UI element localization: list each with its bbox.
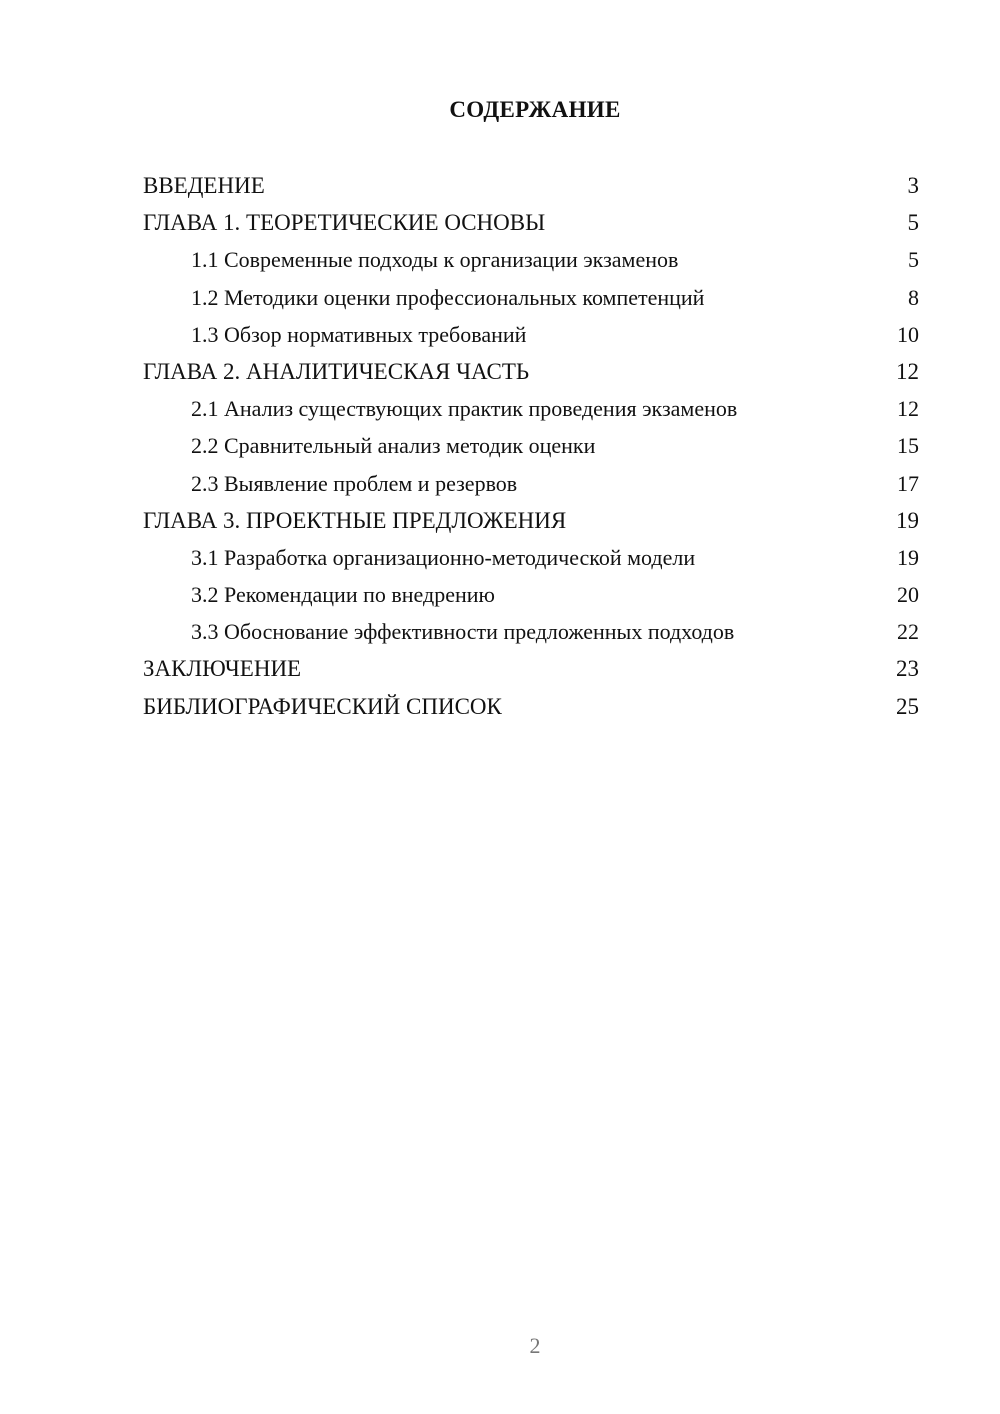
toc-entry-label: ГЛАВА 1. ТЕОРЕТИЧЕСКИЕ ОСНОВЫ: [143, 210, 546, 236]
toc-entry-label: 1.3 Обзор нормативных требований: [191, 321, 527, 347]
toc-entry-label: 2.2 Сравнительный анализ методик оценки: [191, 433, 596, 459]
page-number: 2: [529, 1333, 541, 1358]
toc-entry-label: 2.3 Выявление проблем и резервов: [191, 470, 518, 496]
toc-entry-label: ГЛАВА 2. АНАЛИТИЧЕСКАЯ ЧАСТЬ: [143, 358, 530, 384]
toc-entry-page-number: 5: [907, 210, 919, 236]
toc-entry-page-number: 20: [897, 582, 919, 608]
toc-entry-page-number: 17: [897, 470, 919, 496]
toc-section-entry[interactable]: [143, 576, 919, 613]
toc-entry-page-number: 3: [907, 173, 919, 198]
toc-section-entry[interactable]: [143, 613, 919, 650]
toc-entry-label: БИБЛИОГРАФИЧЕСКИЙ СПИСОК: [143, 693, 502, 719]
toc-chapter-entry[interactable]: [143, 167, 919, 204]
toc-section-entry[interactable]: [143, 539, 919, 576]
toc-chapter-entry[interactable]: [143, 650, 919, 687]
toc-section-entry[interactable]: [143, 241, 919, 278]
toc-entry-page-number: 19: [896, 507, 919, 533]
toc-section-entry[interactable]: [143, 279, 919, 316]
toc-entry-label: 2.1 Анализ существующих практик проведения экзаменов: [191, 396, 738, 422]
toc-entry-page-number: 15: [897, 433, 919, 459]
toc-entry-page-number: 25: [896, 693, 919, 719]
toc-entry-label: 1.1 Современные подходы к организации экзаменов: [191, 247, 679, 273]
toc-entry-page-number: 10: [897, 321, 919, 347]
toc-entry-page-number: 23: [896, 656, 919, 682]
toc-entry-label: ВВЕДЕНИЕ: [143, 173, 265, 198]
table-of-contents: [143, 167, 919, 725]
toc-section-entry[interactable]: [143, 427, 919, 464]
toc-chapter-entry[interactable]: [143, 353, 919, 390]
toc-entry-page-number: 22: [897, 619, 919, 645]
toc-section-entry[interactable]: [143, 465, 919, 502]
toc-entry-page-number: 5: [908, 247, 919, 273]
toc-entry-label: ГЛАВА 3. ПРОЕКТНЫЕ ПРЕДЛОЖЕНИЯ: [143, 507, 567, 533]
toc-entry-page-number: 19: [897, 544, 919, 570]
toc-entry-page-number: 8: [908, 284, 919, 310]
toc-entry-page-number: 12: [896, 358, 919, 384]
toc-entry-label: 1.2 Методики оценки профессиональных компетенций: [191, 284, 705, 310]
toc-entry-label: 3.2 Рекомендации по внедрению: [191, 582, 495, 608]
page-title: СОДЕРЖАНИЕ: [449, 97, 621, 122]
toc-chapter-entry[interactable]: [143, 688, 919, 725]
toc-entry-label: ЗАКЛЮЧЕНИЕ: [143, 656, 302, 682]
toc-entry-page-number: 12: [897, 396, 919, 422]
toc-chapter-entry[interactable]: [143, 502, 919, 539]
toc-entry-label: 3.1 Разработка организационно-методической модели: [191, 544, 696, 570]
toc-entry-label: 3.3 Обоснование эффективности предложенных подходов: [191, 619, 735, 645]
toc-section-entry[interactable]: [143, 316, 919, 353]
toc-section-entry[interactable]: [143, 390, 919, 427]
toc-chapter-entry[interactable]: [143, 204, 919, 241]
